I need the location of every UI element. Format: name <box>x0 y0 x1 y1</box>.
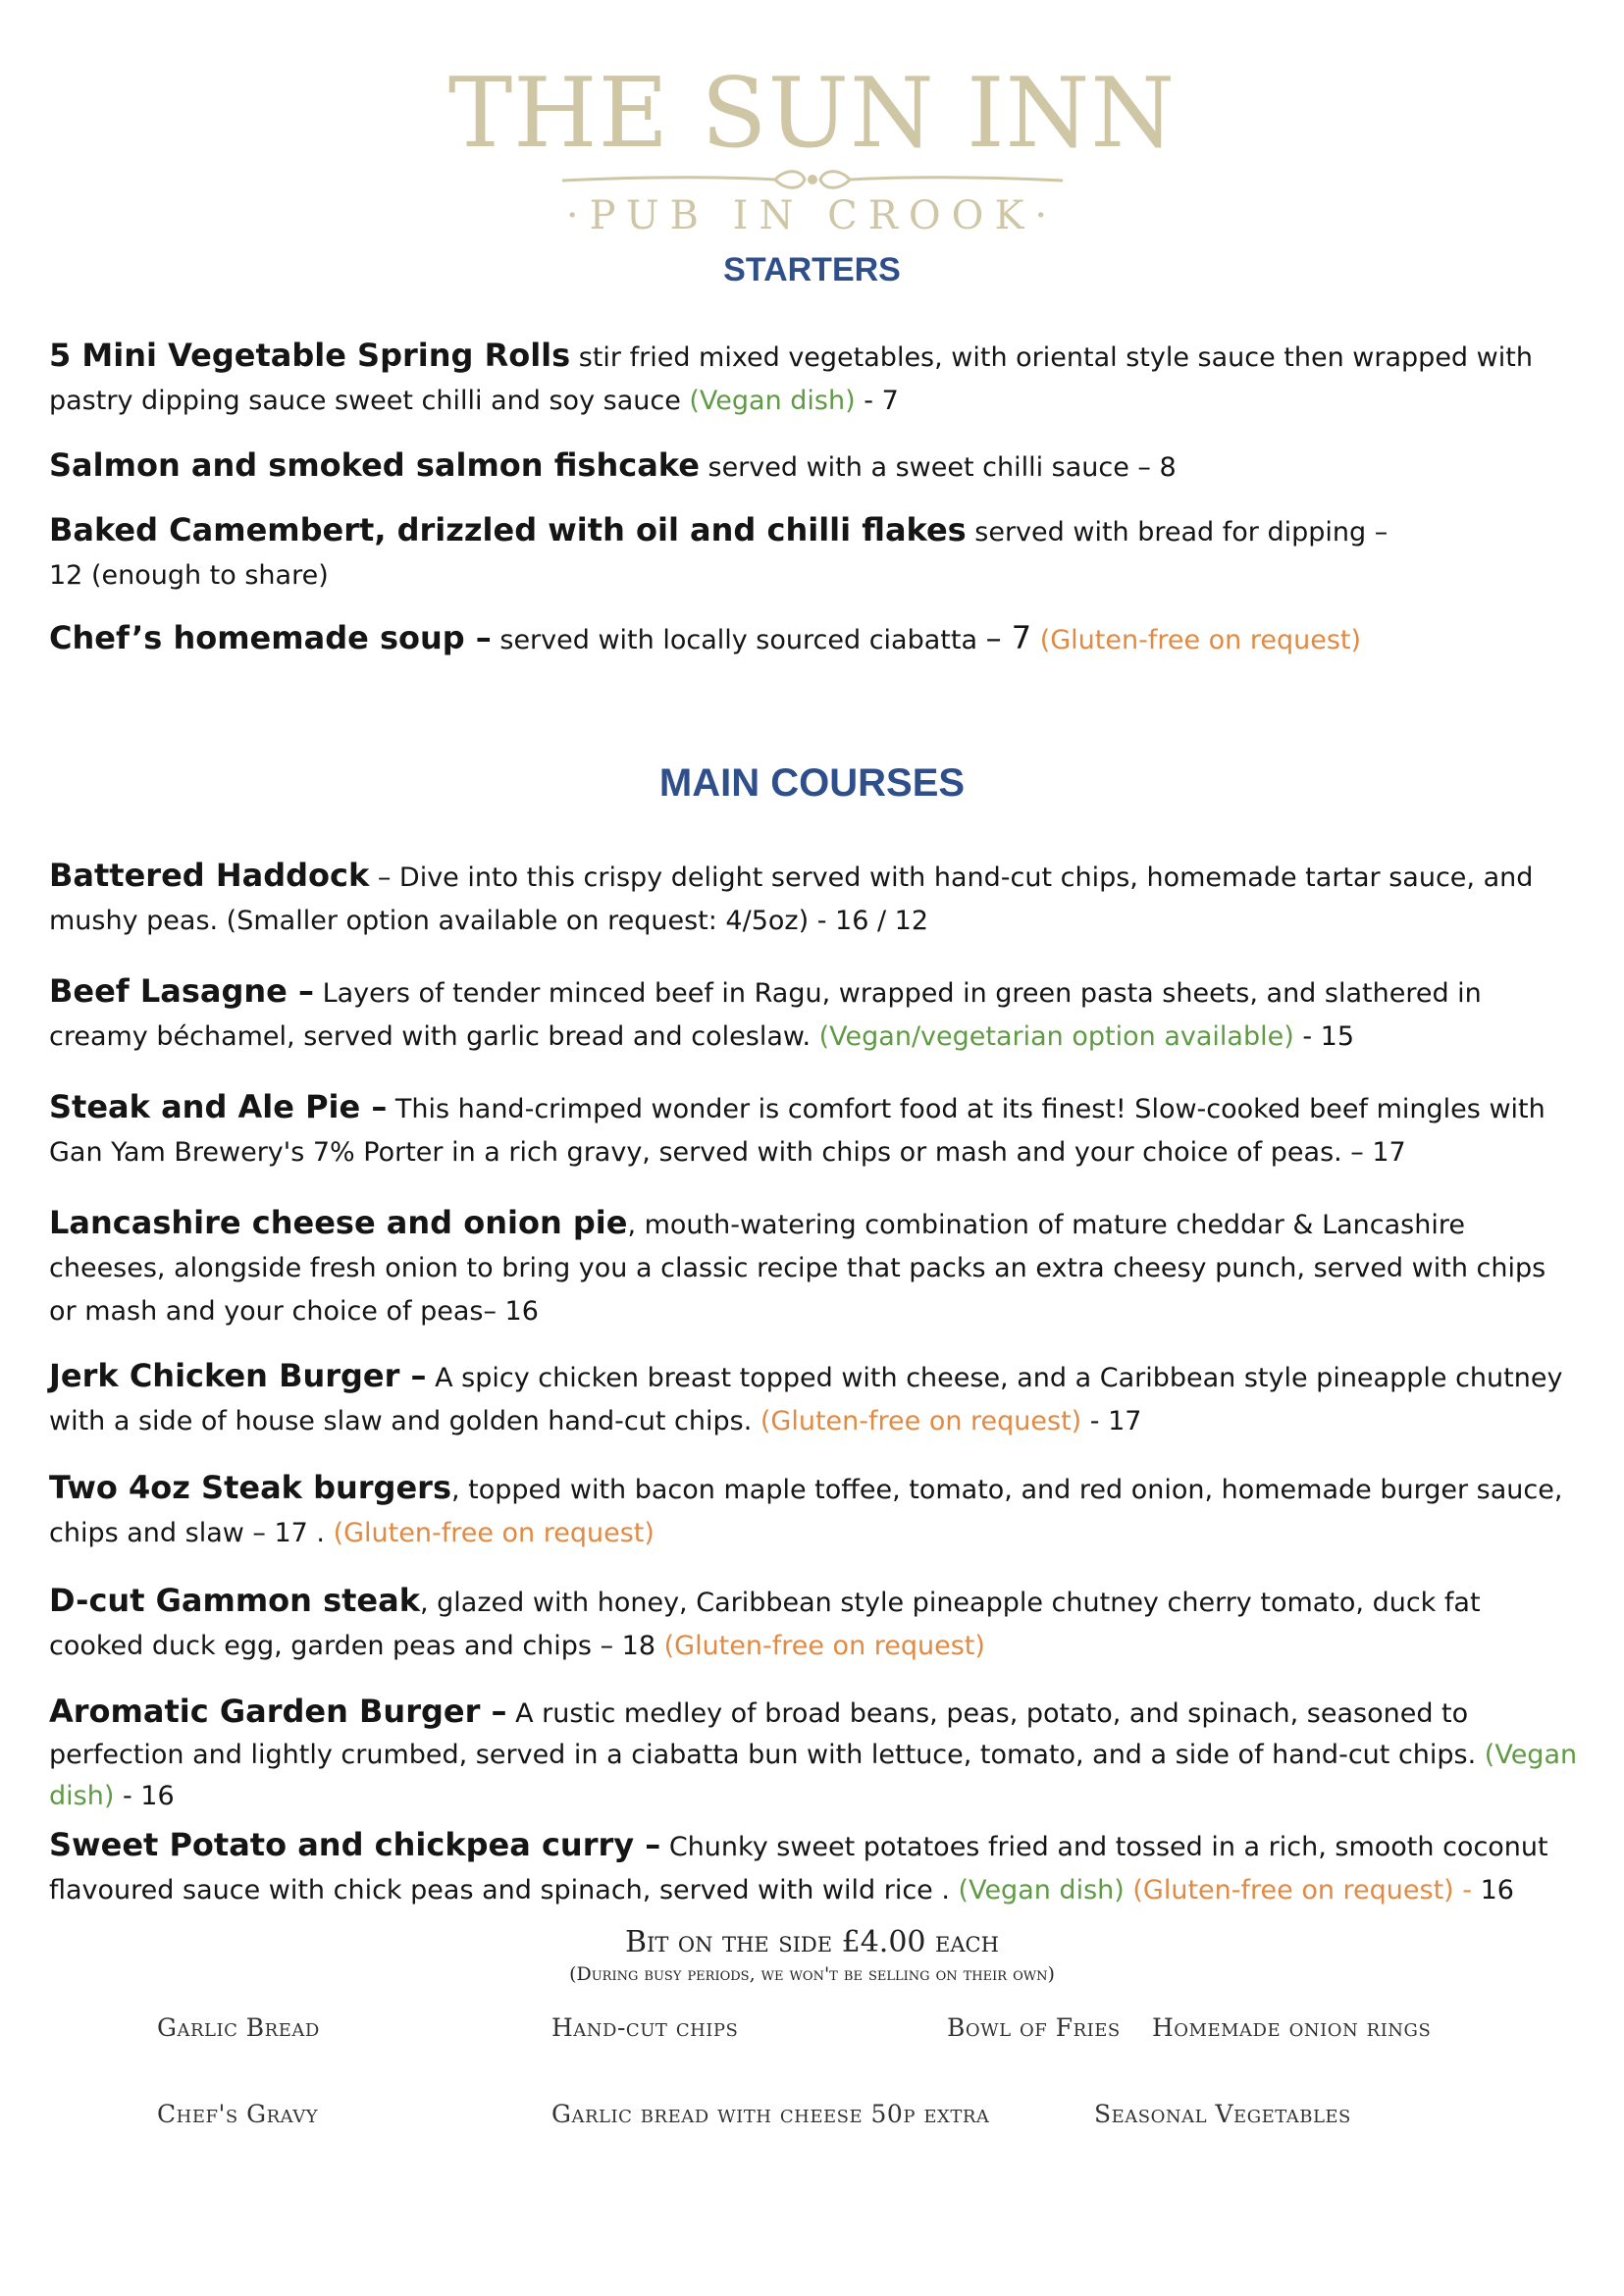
menu-item <box>49 1691 1580 1817</box>
menu-item <box>49 969 1580 1059</box>
side-item: Garlic bread with cheese 50p extra <box>551 2100 990 2128</box>
side-item: Homemade onion rings <box>1152 2013 1432 2042</box>
item-price: 16 <box>1472 1875 1514 1905</box>
menu-item <box>49 1466 1580 1555</box>
item-description: Layers of tender minced beef in Ragu, wrapped in green pasta sheets, and slathered in creamy béchamel, served with garlic bread and coleslaw. <box>49 978 1482 1052</box>
item-description: Chunky sweet potatoes fried and tossed in a rich, smooth coconut flavoured sauce with chick peas and spinach, served with wild rice . <box>49 1832 1548 1905</box>
sides-note: (During busy periods, we won't be selling on their own) <box>569 1963 1055 1985</box>
item-description: – Dive into this crispy delight served with hand-cut chips, homemade tartar sauce, and mushy peas. (Smaller option available on request: 4/5oz) - 16 / 12 <box>49 862 1534 936</box>
item-description: , topped with bacon maple toffee, tomato, and red onion, homemade burger sauce, chips and slaw – 17 . <box>49 1475 1563 1548</box>
item-description: served with locally sourced ciabatta <box>491 625 986 655</box>
menu-item <box>49 1201 1580 1333</box>
vegan-tag: (Vegan/vegetarian option available) <box>818 1021 1294 1052</box>
item-description: , glazed with honey, Caribbean style pineapple chutney cherry tomato, duck fat cooked duck egg, garden peas and chips – 18 <box>49 1588 1481 1661</box>
item-name: Aromatic Garden Burger – <box>49 1693 507 1730</box>
item-price: - 15 <box>1293 1021 1354 1052</box>
sides-title: Bit on the side £4.00 each <box>625 1925 999 1959</box>
menu-item <box>49 1085 1580 1174</box>
item-name: Salmon and smoked salmon fishcake <box>49 446 700 484</box>
side-item: Hand-cut chips <box>551 2013 739 2042</box>
item-name: Baked Camembert, drizzled with oil and chilli flakes <box>49 511 967 548</box>
mains-heading: MAIN COURSES <box>658 761 966 805</box>
menu-item <box>49 1354 1580 1443</box>
item-name: D-cut Gammon steak <box>49 1582 420 1619</box>
menu-item <box>49 444 1580 490</box>
item-description: A rustic medley of broad beans, peas, potato, and spinach, seasoned to perfection and lightly crumbed, served in a ciabatta bun with lettuce, tomato, and a side of hand-cut chips. <box>49 1698 1485 1770</box>
item-price: – 7 <box>985 619 1032 656</box>
menu-item <box>49 854 1580 943</box>
item-description: A spicy chicken breast topped with cheese, and a Caribbean style pineapple chutney with a side of house slaw and golden hand-cut chips. <box>49 1363 1563 1436</box>
item-description: stir fried mixed vegetables, with oriental style sauce then wrapped with pastry dipping sauce sweet chilli and soy sauce <box>49 342 1533 416</box>
item-price: - 16 <box>114 1781 175 1811</box>
item-name: Two 4oz Steak burgers <box>49 1469 451 1506</box>
item-description: served with a sweet chilli sauce – 8 <box>699 452 1177 483</box>
item-description: , mouth-watering combination of mature cheddar & Lancashire cheeses, alongside fresh onion to bring you a classic recipe that packs an extra cheesy punch, served with chips or mash and your choice of peas– 16 <box>49 1210 1546 1327</box>
item-name: Sweet Potato and chickpea curry – <box>49 1826 661 1863</box>
item-description: served with bread for dipping – 12 (enough to share) <box>49 517 1388 591</box>
item-name: Lancashire cheese and onion pie <box>49 1204 628 1241</box>
menu-item <box>49 616 1580 662</box>
gluten-free-tag: (Gluten-free on request) <box>760 1406 1082 1436</box>
item-name: 5 Mini Vegetable Spring Rolls <box>49 337 571 374</box>
gluten-free-tag: (Gluten-free on request) <box>663 1631 985 1661</box>
logo-title: THE SUN INN <box>447 58 1177 170</box>
logo-flourish-icon <box>557 167 1068 192</box>
menu-item <box>49 1823 1580 1912</box>
vegan-tag: (Vegan dish) <box>958 1875 1125 1905</box>
item-price: - 17 <box>1081 1406 1142 1436</box>
menu-item <box>49 334 1580 423</box>
item-price: - 7 <box>855 386 899 416</box>
vegan-tag: (Vegan dish) <box>49 1740 1578 1811</box>
side-item: Bowl of Fries <box>947 2013 1121 2042</box>
side-item: Seasonal Vegetables <box>1094 2100 1351 2128</box>
logo-subtitle: ·PUB IN CROOK· <box>565 193 1059 238</box>
item-name: Battered Haddock <box>49 857 370 894</box>
item-name: Jerk Chicken Burger – <box>49 1357 427 1394</box>
logo <box>0 58 1624 239</box>
gluten-free-tag: (Gluten-free on request) <box>333 1518 655 1548</box>
side-item: Chef's Gravy <box>157 2100 319 2128</box>
menu-item <box>49 508 1423 598</box>
vegan-tag: (Vegan dish) <box>689 386 856 416</box>
item-name: Beef Lasagne – <box>49 972 315 1010</box>
item-name: Chef’s homemade soup – <box>49 619 492 656</box>
side-item: Garlic Bread <box>157 2013 320 2042</box>
item-description: This hand-crimped wonder is comfort food at its finest! Slow-cooked beef mingles with Gan Yam Brewery's 7% Porter in a rich gravy, served with chips or mash and your choice of peas. – 17 <box>49 1094 1545 1168</box>
gluten-free-tag: (Gluten-free on request) - <box>1124 1875 1473 1905</box>
gluten-free-tag: (Gluten-free on request) <box>1031 625 1362 655</box>
menu-item <box>49 1579 1580 1668</box>
starters-heading: STARTERS <box>723 251 901 288</box>
item-name: Steak and Ale Pie – <box>49 1088 388 1125</box>
